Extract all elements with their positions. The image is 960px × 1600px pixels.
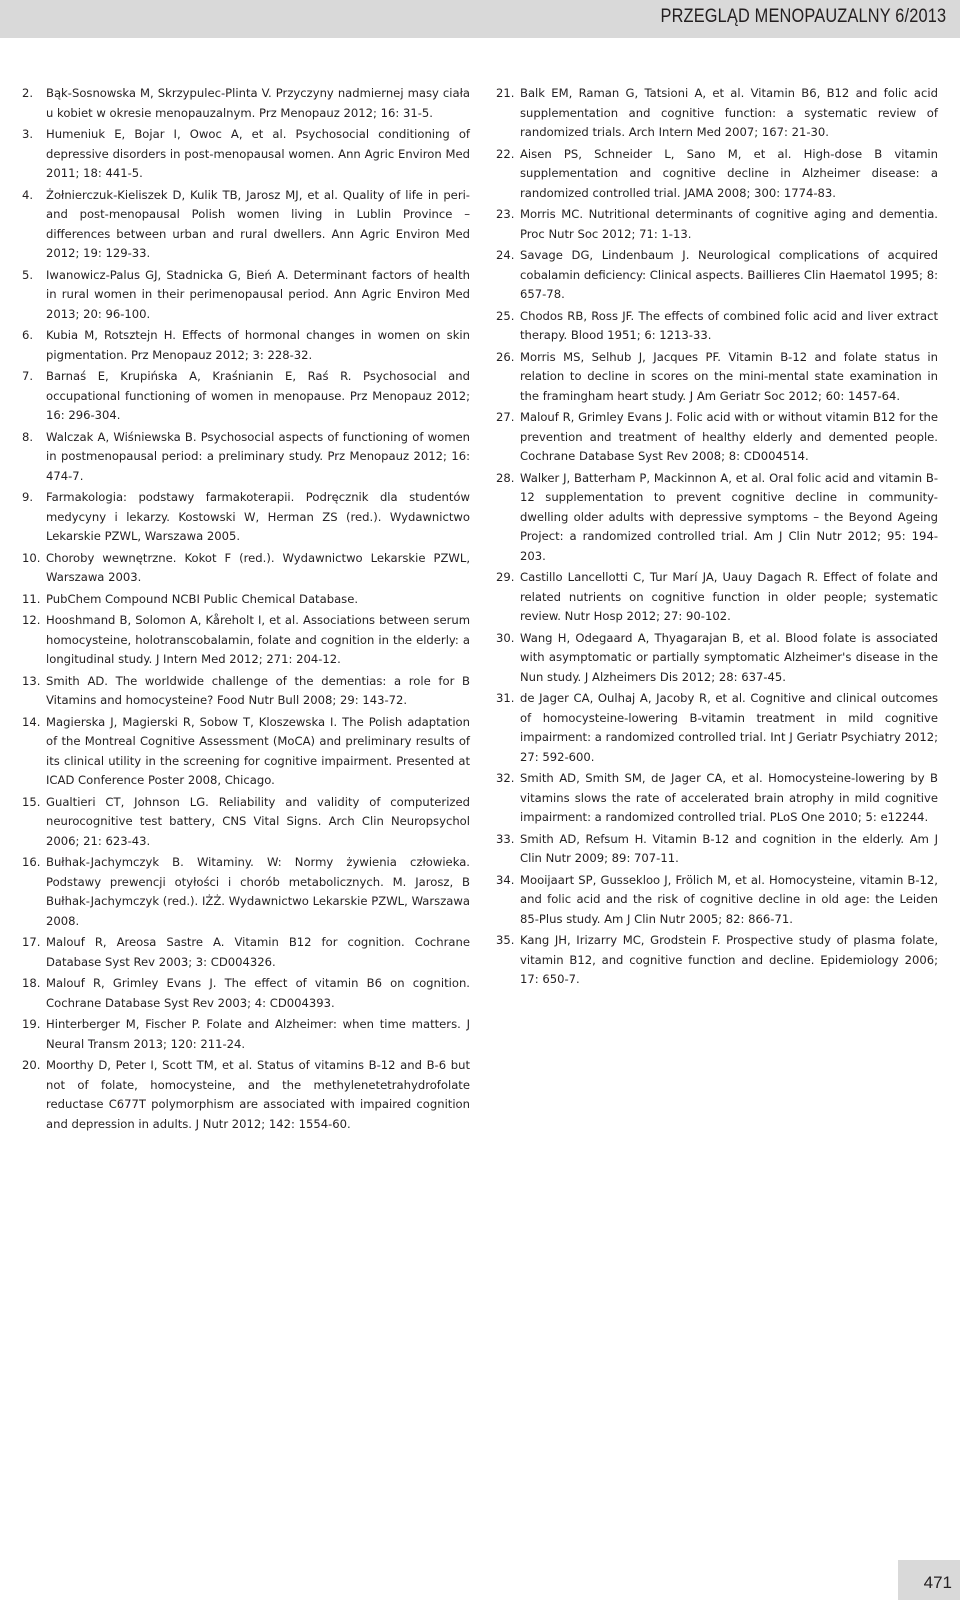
reference-item <box>22 672 470 711</box>
reference-number: 23. <box>496 207 515 221</box>
reference-number: 4. <box>22 187 34 202</box>
reference-item <box>496 84 938 143</box>
reference-number: 13. <box>22 673 41 688</box>
reference-number: 11. <box>22 591 41 606</box>
reference-text: Bąk-Sosnowska M, Skrzypulec-Plinta V. Przyczyny nadmiernej masy ciała u kobiet w okresie menopauzalnym. Prz Menopauz 2012; 16: 31-5. <box>46 86 470 120</box>
reference-text: Barnaś E, Krupińska A, Kraśnianin E, Raś R. Psychosocial and occupational functioning of women in menopause. Prz Menopauz 2012; 16: 296-304. <box>46 369 470 422</box>
reference-item <box>22 933 470 972</box>
reference-text: Kubia M, Rotsztejn H. Effects of hormonal changes in women on skin pigmentation. Prz Menopauz 2012; 3: 228-32. <box>46 328 470 362</box>
reference-text: Smith AD, Smith SM, de Jager CA, et al. Homocysteine-lowering by B vitamins slows the rate of accelerated brain atrophy in mild cognitive impairment: a randomized controlled trial. PLoS One 2010; 5: e12244. <box>520 771 938 824</box>
reference-number: 5. <box>22 267 34 282</box>
reference-number: 10. <box>22 550 41 565</box>
reference-text: Moorthy D, Peter I, Scott TM, et al. Status of vitamins B-12 and B-6 but not of folate, homocysteine, and the methylenetetrahydrofolate reductase C677T polymorphism are associated with impaired cognition and depression in adults. J Nutr 2012; 142: 1554-60. <box>46 1058 470 1131</box>
reference-item <box>496 408 938 467</box>
reference-text: Balk EM, Raman G, Tatsioni A, et al. Vitamin B6, B12 and folic acid supplementation and cognitive function: a systematic review of randomized trials. Arch Intern Med 2007; 167: 21-30. <box>520 86 938 139</box>
reference-item <box>22 974 470 1013</box>
reference-text: Malouf R, Areosa Sastre A. Vitamin B12 for cognition. Cochrane Database Syst Rev 2003; 3: CD004326. <box>46 935 470 969</box>
reference-item <box>22 186 470 264</box>
reference-text: Malouf R, Grimley Evans J. Folic acid with or without vitamin B12 for the prevention and treatment of healthy elderly and demented people. Cochrane Database Syst Rev 2008; 8: CD004514. <box>520 410 938 463</box>
reference-text: Kang JH, Irizarry MC, Grodstein F. Prospective study of plasma folate, vitamin B12, and cognitive function and decline. Epidemiology 2006; 17: 650-7. <box>520 933 938 986</box>
reference-text: PubChem Compound NCBI Public Chemical Database. <box>46 591 359 606</box>
reference-item <box>496 830 938 869</box>
reference-text: Malouf R, Grimley Evans J. The effect of vitamin B6 on cognition. Cochrane Database Syst Rev 2003; 4: CD004393. <box>46 976 470 1010</box>
reference-item <box>496 871 938 930</box>
reference-text: Morris MS, Selhub J, Jacques PF. Vitamin B-12 and folate status in relation to decline in scores on the mini-mental state examination in the framingham heart study. J Am Geriatr Soc 2012; 60: 1457-64. <box>520 349 938 403</box>
reference-item <box>496 348 938 407</box>
reference-number: 18. <box>22 976 41 990</box>
reference-number: 17. <box>22 935 41 949</box>
reference-item <box>22 266 470 325</box>
reference-item <box>496 931 938 990</box>
reference-number: 22. <box>496 146 515 161</box>
reference-item <box>22 611 470 670</box>
reference-text: Bułhak-Jachymczyk B. Witaminy. W: Normy żywienia człowieka. Podstawy prewencji otyłości i chorób metabolicznych. M. Jarosz, B Bułhak-Jachymczyk (red.). IŻŻ. Wydawnictwo Lekarskie PZWL, Warszawa 2008. <box>46 855 470 928</box>
reference-item <box>22 1056 470 1134</box>
reference-text: Hinterberger M, Fischer P. Folate and Alzheimer: when time matters. J Neural Transm 2013; 120: 211-24. <box>46 1017 470 1051</box>
reference-number: 12. <box>22 613 41 627</box>
reference-item <box>22 793 470 852</box>
reference-number: 20. <box>22 1058 41 1072</box>
reference-number: 30. <box>496 630 515 645</box>
reference-number: 27. <box>496 410 515 424</box>
reference-item <box>22 367 470 426</box>
reference-item <box>496 629 938 688</box>
reference-item <box>22 549 470 588</box>
reference-number: 28. <box>496 470 515 485</box>
reference-number: 34. <box>496 872 515 887</box>
reference-number: 26. <box>496 349 515 364</box>
reference-item <box>22 853 470 931</box>
reference-text: Wang H, Odegaard A, Thyagarajan B, et al. Blood folate is associated with asymptomatic or partially symptomatic Alzheimer's disease in the Nun study. J Alzheimers Dis 2012; 28: 637-45. <box>520 630 938 684</box>
reference-number: 16. <box>22 855 41 869</box>
reference-number: 15. <box>22 794 41 809</box>
reference-item <box>22 590 470 610</box>
reference-item <box>496 769 938 828</box>
reference-number: 35. <box>496 933 515 947</box>
reference-item <box>496 246 938 305</box>
reference-number: 21. <box>496 86 515 100</box>
reference-item <box>22 713 470 791</box>
reference-text: Walczak A, Wiśniewska B. Psychosocial aspects of functioning of women in postmenopausal period: a preliminary study. Prz Menopauz 2012; 16: 474-7. <box>46 429 470 483</box>
reference-text: Magierska J, Magierski R, Sobow T, Kloszewska I. The Polish adaptation of the Montreal Cognitive Assessment (MoCA) and preliminary results of its clinical utility in the screening for cognitive impairment. Presented at ICAD Conference Poster 2008, Chicago. <box>46 714 470 787</box>
reference-text: Walker J, Batterham P, Mackinnon A, et al. Oral folic acid and vitamin B-12 supplementation to prevent cognitive decline in community-dwelling older adults with depressive symptoms – the Beyond Ageing Project: a randomized controlled trial. Am J Clin Nutr 2012; 95: 194-203. <box>520 470 938 563</box>
reference-text: Smith AD, Refsum H. Vitamin B-12 and cognition in the elderly. Am J Clin Nutr 2009; 89: 707-11. <box>520 831 938 865</box>
journal-title: PRZEGLĄD MENOPAUZALNY 6/2013 <box>660 6 946 27</box>
reference-number: 24. <box>496 248 515 262</box>
reference-text: de Jager CA, Oulhaj A, Jacoby R, et al. Cognitive and clinical outcomes of homocysteine-lowering B-vitamin treatment in mild cognitive impairment: a randomized controlled trial. Int J Geriatr Psychiatry 2012; 27: 592-600. <box>520 691 938 764</box>
reference-number: 7. <box>22 369 34 383</box>
reference-text: Hooshmand B, Solomon A, Kåreholt I, et al. Associations between serum homocysteine, holotranscobalamin, folate and cognition in the elderly: a longitudinal study. J Intern Med 2012; 271: 204-12. <box>46 613 470 666</box>
reference-item <box>496 307 938 346</box>
reference-text: Aisen PS, Schneider L, Sano M, et al. High-dose B vitamin supplementation and cognitive decline in Alzheimer disease: a randomized controlled trial. JAMA 2008; 300: 1774-83. <box>520 146 938 200</box>
reference-item <box>496 689 938 767</box>
page-number: 471 <box>923 1573 952 1592</box>
reference-number: 25. <box>496 308 515 323</box>
reference-number: 6. <box>22 328 34 342</box>
reference-text: Chodos RB, Ross JF. The effects of combined folic acid and liver extract therapy. Blood 1951; 6: 1213-33. <box>520 308 938 342</box>
reference-item <box>496 469 938 567</box>
reference-text: Choroby wewnętrzne. Kokot F (red.). Wydawnictwo Lekarskie PZWL, Warszawa 2003. <box>46 550 470 584</box>
reference-text: Smith AD. The worldwide challenge of the dementias: a role for B Vitamins and homocysteine? Food Nutr Bull 2008; 29: 143-72. <box>46 673 470 707</box>
reference-number: 31. <box>496 691 515 705</box>
reference-text: Savage DG, Lindenbaum J. Neurological complications of acquired cobalamin deficiency: Clinical aspects. Baillieres Clin Haematol 1995; 8: 657-78. <box>520 248 938 301</box>
reference-number: 9. <box>22 490 34 504</box>
reference-number: 2. <box>22 86 34 100</box>
reference-text: Żołnierczuk-Kieliszek D, Kulik TB, Jarosz MJ, et al. Quality of life in peri- and post-menopausal Polish women living in Lublin Province – differences between urban and rural dwellers. Ann Agric Environ Med 2012; 19: 129-33. <box>46 187 470 260</box>
reference-number: 33. <box>496 831 515 846</box>
reference-number: 14. <box>22 714 41 729</box>
reference-text: Iwanowicz-Palus GJ, Stadnicka G, Bień A. Determinant factors of health in rural women in their perimenopausal period. Ann Agric Environ Med 2013; 20: 96-100. <box>46 267 470 321</box>
reference-number: 29. <box>496 570 515 584</box>
reference-number: 3. <box>22 127 34 141</box>
reference-item <box>22 1015 470 1054</box>
reference-item <box>22 125 470 184</box>
reference-item <box>22 428 470 487</box>
reference-number: 32. <box>496 771 515 785</box>
reference-text: Mooijaart SP, Gussekloo J, Frölich M, et al. Homocysteine, vitamin B-12, and folic acid and the risk of cognitive decline in old age: the Leiden 85-Plus study. Am J Clin Nutr 2005; 82: 866-71. <box>520 872 938 926</box>
reference-item <box>22 488 470 547</box>
reference-number: 8. <box>22 429 34 444</box>
reference-item <box>496 205 938 244</box>
reference-item <box>22 84 470 123</box>
reference-text: Morris MC. Nutritional determinants of cognitive aging and dementia. Proc Nutr Soc 2012; 71: 1-13. <box>520 207 938 241</box>
reference-item <box>496 145 938 204</box>
header-bar <box>0 0 960 38</box>
reference-text: Gualtieri CT, Johnson LG. Reliability and validity of computerized neurocognitive test battery, CNS Vital Signs. Arch Clin Neuropsychol 2006; 21: 623-43. <box>46 794 470 848</box>
reference-text: Farmakologia: podstawy farmakoterapii. Podręcznik dla studentów medycyny i lekarzy. Kostowski W, Herman ZS (red.). Wydawnictwo Lekarskie PZWL, Warszawa 2005. <box>46 490 470 543</box>
reference-text: Castillo Lancellotti C, Tur Marí JA, Uauy Dagach R. Effect of folate and related nutrients on cognitive function in older people; systematic review. Nutr Hosp 2012; 27: 90-102. <box>520 570 938 623</box>
reference-text: Humeniuk E, Bojar I, Owoc A, et al. Psychosocial conditioning of depressive disorders in post-menopausal women. Ann Agric Environ Med 2011; 18: 441-5. <box>46 127 470 180</box>
references-right-column <box>496 84 938 992</box>
references-left-column <box>22 84 470 1136</box>
reference-number: 19. <box>22 1017 41 1031</box>
reference-item <box>22 326 470 365</box>
reference-item <box>496 568 938 627</box>
